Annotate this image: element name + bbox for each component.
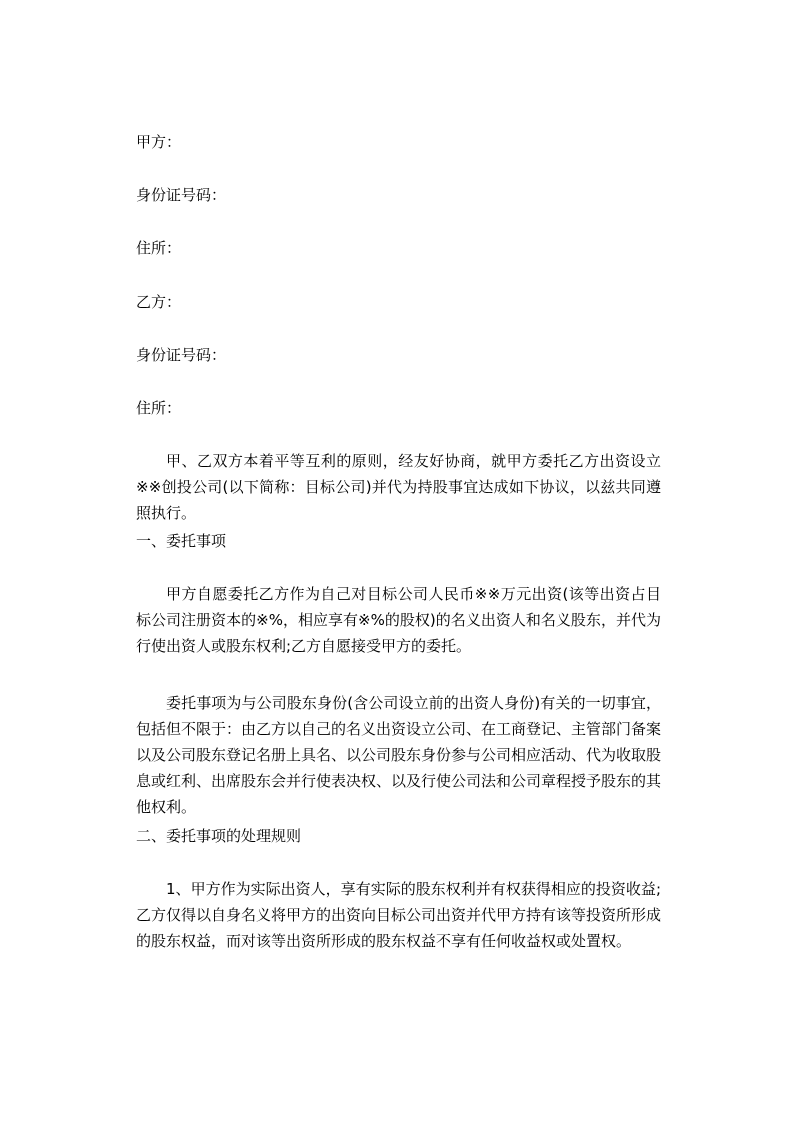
party-a-address-label: 住所：: [136, 239, 182, 257]
party-b-address-label: 住所：: [136, 399, 182, 417]
section-1-paragraph-2: 委托事项为与公司股东身份(含公司设立前的出资人身份)有关的一切事宜，包括但不限于：由乙方以自己的名义出资设立公司、在工商登记、主管部门备案以及公司股东登记名册上具名、以公司股东身份参与公司相应活动、代为收取股息或红利、出席股东会并行使表决权、以及行使公司法和公司章程授予股东的其他权利。: [136, 694, 662, 816]
section-1-title: 一、委托事项: [136, 532, 227, 550]
section-1-paragraph-1: 甲方自愿委托乙方作为自己对目标公司人民币※※万元出资(该等出资占目标公司注册资本的※%，相应享有※%的股权)的名义出资人和名义股东，并代为行使出资人或股东权利;乙方自愿接受甲方的委托。: [136, 585, 661, 655]
intro-paragraph: 甲、乙双方本着平等互利的原则，经友好协商，就甲方委托乙方出资设立※※创投公司(以下简称：目标公司)并代为持股事宜达成如下协议，以兹共同遵照执行。: [136, 452, 661, 522]
party-a-name-label: 甲方：: [136, 133, 182, 151]
party-b-id-label: 身份证号码：: [136, 346, 227, 364]
party-b-name-label: 乙方：: [136, 293, 182, 311]
section-2-paragraph-1: 1、甲方作为实际出资人，享有实际的股东权利并有权获得相应的投资收益;乙方仅得以自身名义将甲方的出资向目标公司出资并代甲方持有该等投资所形成的股东权益，而对该等出资所形成的股东权益不享有任何收益权或处置权。: [136, 880, 662, 950]
section-2-title: 二、委托事项的处理规则: [136, 827, 302, 845]
party-a-id-label: 身份证号码：: [136, 186, 227, 204]
